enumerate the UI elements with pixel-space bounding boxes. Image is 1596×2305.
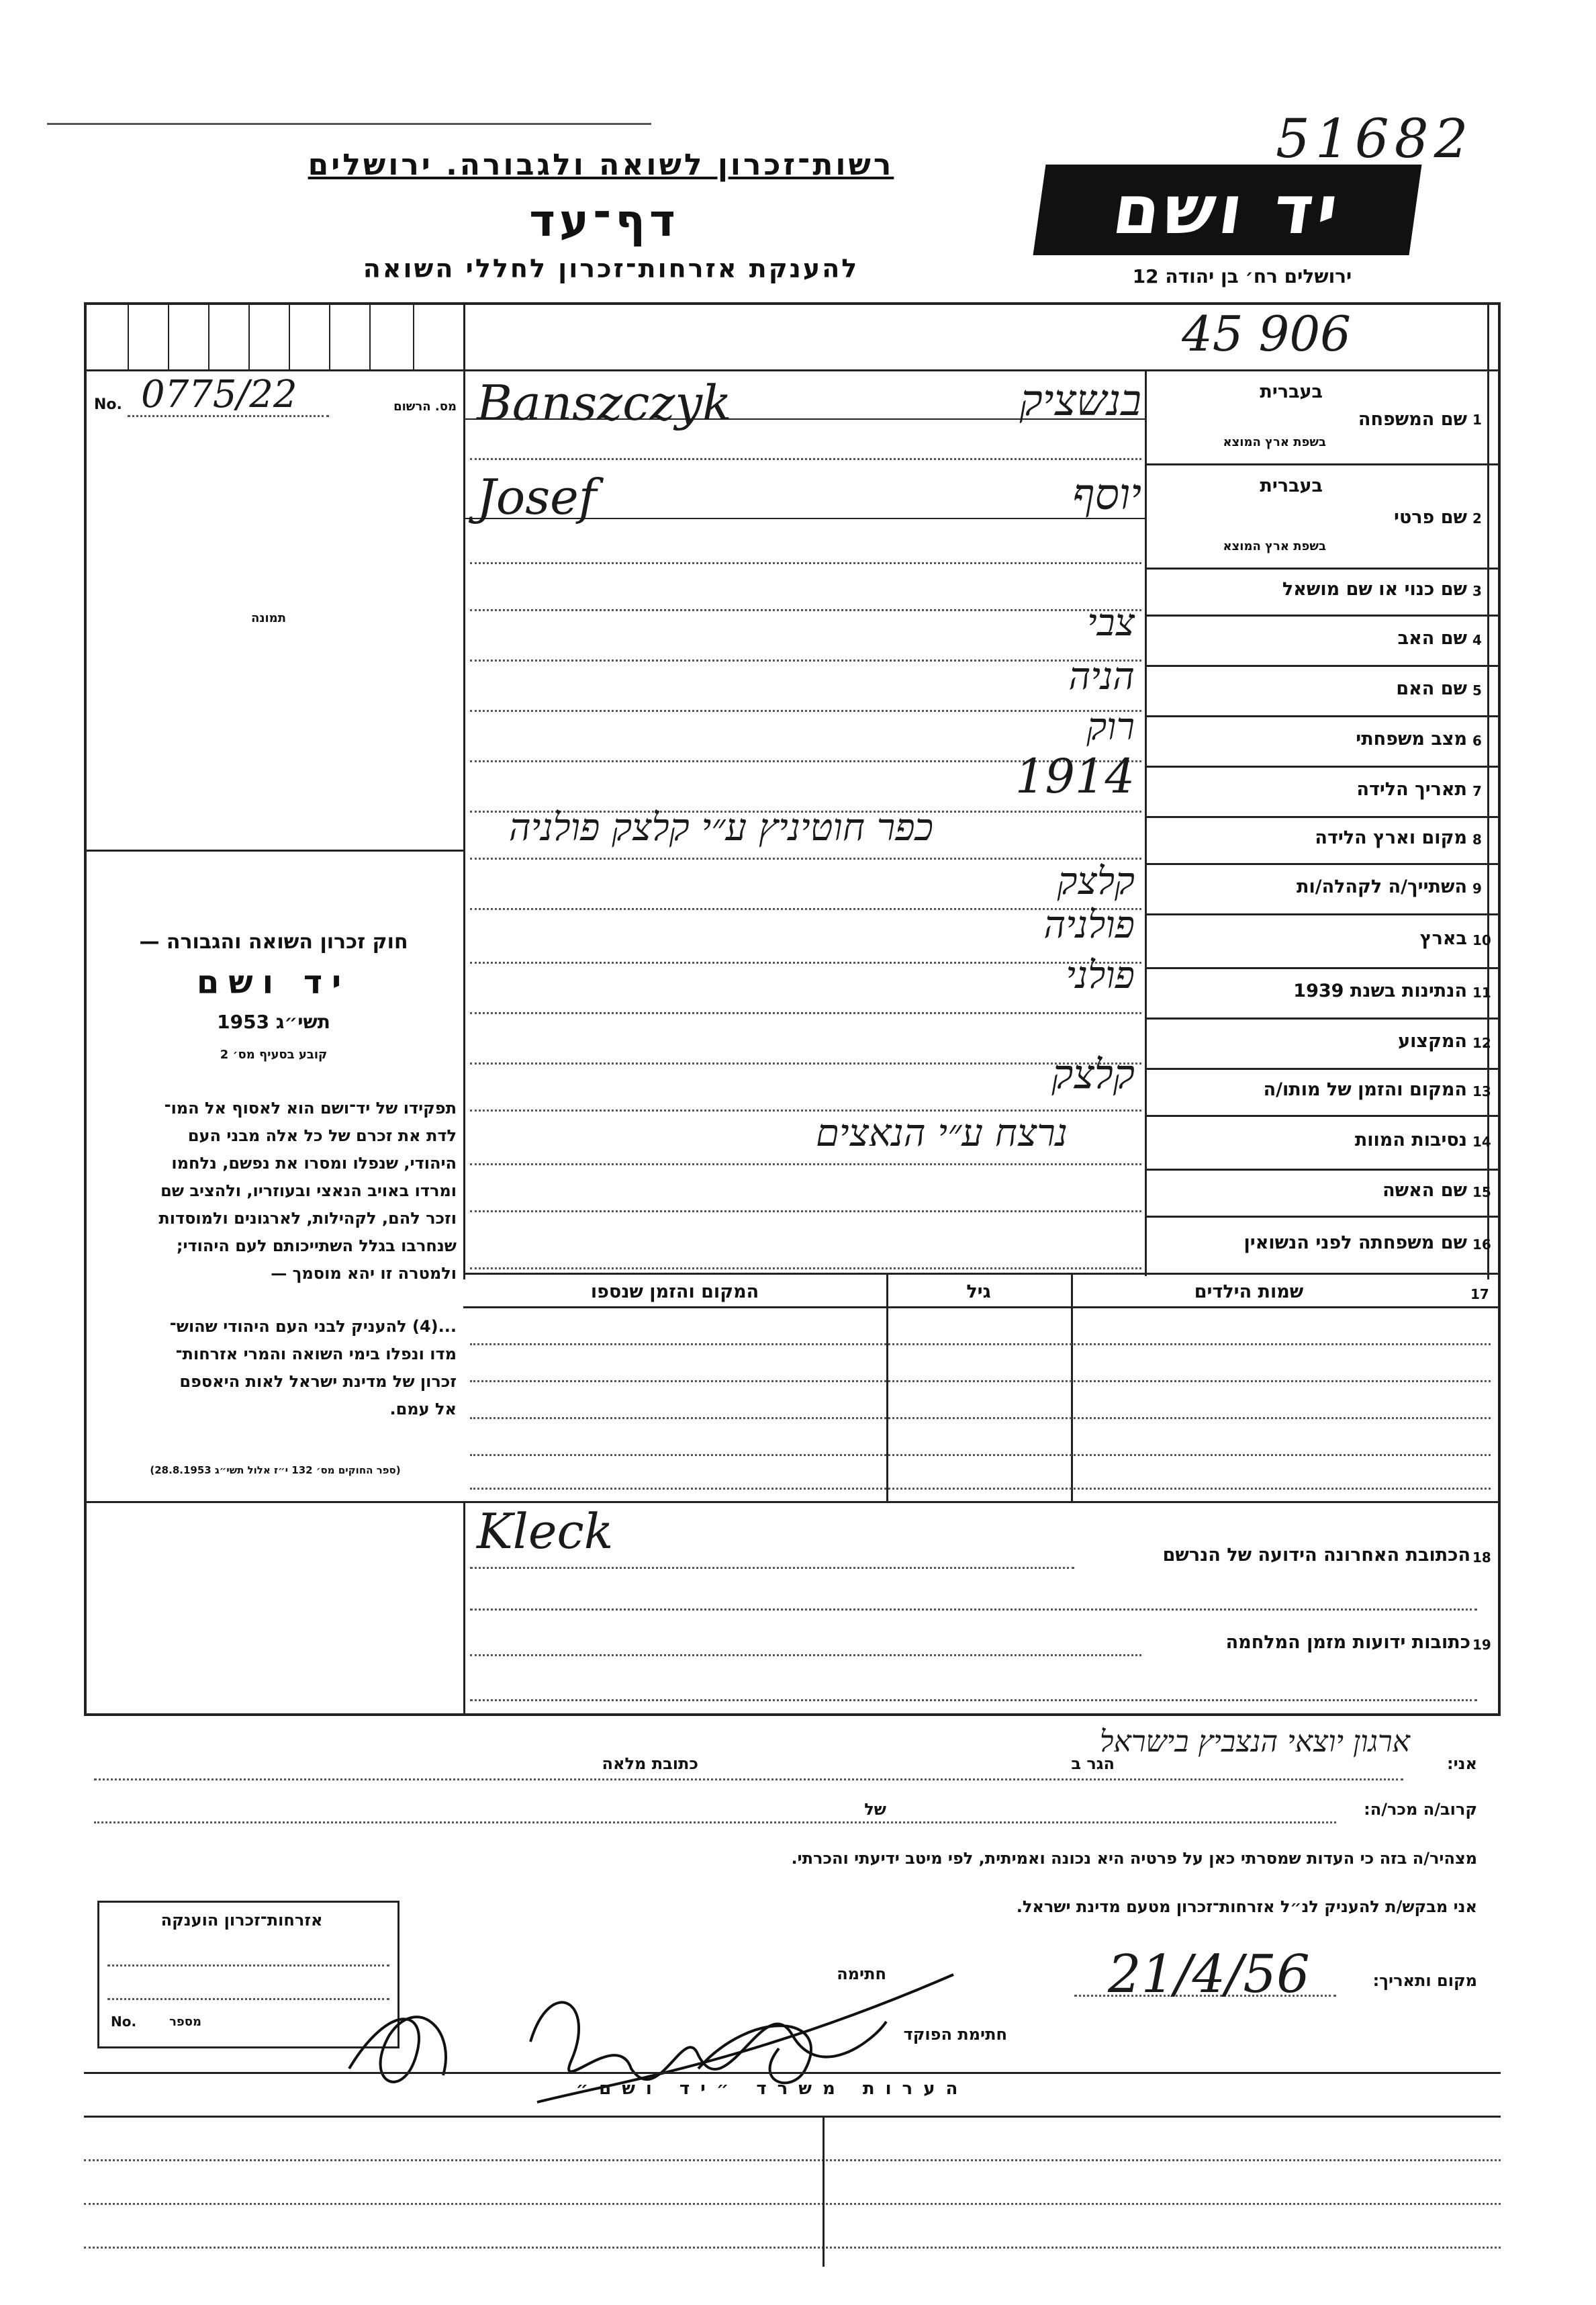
law-paragraph-1-line: ולמטרה זו יהא מוסמך — — [271, 1264, 457, 1283]
resident-label: הגר ב — [1071, 1754, 1115, 1773]
field-10-value: פולניה — [1043, 903, 1135, 947]
law-source: (ספר החוקים מס׳ 132 י״ז אלול תשי״ג 28.8.1953) — [150, 1464, 401, 1476]
handwritten-file-number: 51682 — [1276, 107, 1474, 170]
certificate-no-label: No. — [111, 2014, 137, 2030]
declaration-request: אני מבקש/ת להעניק לנ״ל אזרחות־זכרון מטעם מדינת ישראל. — [1016, 1897, 1477, 1916]
field-2-value-latin: Josef — [477, 469, 597, 525]
office-notes-label: הערות משרד ״יד ושם״ — [575, 2079, 969, 2099]
field-13-number: 13 — [1472, 1083, 1491, 1099]
field-1-label: שם המשפחה — [1358, 408, 1467, 430]
field-2-origin-label: בשפת ארץ המוצא — [1223, 539, 1326, 553]
authority-title: רשות־זכרון לשואה ולגבורה. ירושלים — [308, 148, 894, 182]
field-14-number: 14 — [1472, 1134, 1491, 1150]
field-19-label: כתובות ידועות מזמן המלחמה — [1225, 1632, 1470, 1653]
logo-address: ירושלים רח׳ בן יהודה 12 — [1132, 265, 1352, 287]
field-12-label: המקצוע — [1398, 1030, 1467, 1052]
field-2-value-hebrew: יוסף — [1072, 470, 1141, 520]
official-signature-label: חתימת הפוקד — [903, 2025, 1007, 2044]
sheet-subtitle: להענקת אזרחות־זכרון לחללי השואה — [363, 254, 859, 283]
field-4-label: שם האב — [1397, 627, 1467, 649]
full-address-label: כתובת מלאה — [602, 1754, 698, 1773]
field-6-value: רוק — [1086, 705, 1135, 749]
field-8-label: מקום וארץ הלידה — [1315, 827, 1467, 848]
declarant-label: אני: — [1446, 1754, 1477, 1773]
yad-vashem-logo — [1033, 165, 1422, 255]
law-name: יד ושם — [196, 964, 351, 1001]
children-col-place: המקום והזמן שנספו — [590, 1281, 759, 1302]
field-2-hebrew-label: בעברית — [1260, 476, 1323, 496]
field-2-number: 2 — [1472, 510, 1482, 527]
handwritten-id: 45 906 — [1182, 306, 1351, 362]
law-paragraph-2 — [94, 1313, 457, 1423]
field-5-label: שם האם — [1396, 678, 1467, 699]
photo-label: תמונה — [250, 611, 287, 625]
field-5-value: הניה — [1068, 655, 1135, 698]
sheet-title: דף־עד — [529, 195, 679, 246]
of-label: של — [864, 1800, 886, 1819]
field-10-label: בארץ — [1419, 928, 1467, 949]
law-paragraph-2-line: ...(4) להעניק לבני העם היהודי שהוש־ — [169, 1317, 457, 1336]
law-clause: קובע בסעיף מס׳ 2 — [220, 1048, 328, 1062]
field-11-value: פולני — [1066, 954, 1135, 997]
field-18-label: הכתובת האחרונה הידועה של הנרשם — [1162, 1545, 1470, 1566]
law-paragraph-2-line: זכרון של מדינת ישראל לאות היאספם — [179, 1372, 457, 1391]
field-19-number: 19 — [1472, 1637, 1491, 1653]
place-date-value: 21/4/56 — [1108, 1944, 1310, 2005]
law-paragraph-1-line: לדת את זכרם של כל אלה מבני העם — [187, 1126, 457, 1145]
field-6-number: 6 — [1472, 732, 1482, 749]
field-7-number: 7 — [1472, 782, 1482, 799]
field-1-origin-label: בשפת ארץ המוצא — [1223, 435, 1326, 449]
field-12-number: 12 — [1472, 1034, 1491, 1051]
field-5-number: 5 — [1472, 682, 1482, 698]
certificate-number-label: מספר — [169, 2015, 201, 2029]
field-8-number: 8 — [1472, 831, 1482, 848]
field-2-label: שם פרטי — [1394, 507, 1467, 529]
law-paragraph-1-line: היהודי, שנפלו ומסרו את נפשם, נלחמו — [171, 1154, 457, 1173]
field-14-label: נסיבות המוות — [1354, 1130, 1467, 1150]
place-date-label: מקום ותאריך: — [1372, 1971, 1477, 1990]
field-14-value: נרצח ע״י הנאצים — [815, 1112, 1068, 1155]
field-3-number: 3 — [1472, 583, 1482, 599]
field-18-number: 18 — [1472, 1549, 1491, 1566]
field-16-number: 16 — [1472, 1236, 1491, 1253]
law-title: חוק זכרון השואה והגבורה — — [139, 930, 408, 954]
field-9-value: קלצק — [1057, 860, 1135, 903]
field-9-number: 9 — [1472, 880, 1482, 897]
field-4-value: צבי — [1086, 601, 1135, 645]
declaration-statement: מצהיר/ה בזה כי העדות שמסרתי כאן על פרטיה היא נכונה ואמיתית, לפי מיטב ידיעתי והכרתי. — [791, 1849, 1477, 1868]
field-13-label: המקום והזמן של מותו/ה — [1263, 1079, 1467, 1100]
field-13-value: קלצק — [1051, 1051, 1135, 1098]
field-1-value-hebrew: בנשציק — [1019, 376, 1141, 426]
field-1-value-latin: Banszczyk — [477, 375, 732, 431]
relative-label: קרוב/ה מכר/ה: — [1364, 1800, 1477, 1819]
registration-number: 0775/22 — [141, 373, 297, 416]
registration-no-label: No. — [94, 396, 122, 413]
children-col-age: גיל — [966, 1281, 991, 1302]
field-7-label: תאריך הלידה — [1356, 778, 1467, 800]
last-address-value: Kleck — [477, 1503, 614, 1560]
field-9-label: השתייך/ה לקהלה/ות — [1297, 876, 1467, 897]
law-paragraph-1-line: וזכר להם, לקהילות, לארגונים ולמוסדות — [158, 1209, 457, 1228]
children-number: 17 — [1470, 1286, 1489, 1302]
certificate-title: אזרחות־זכרון הוענקה — [160, 1911, 323, 1930]
law-paragraph-1-line: ומרדו באויב הנאצי ובעוזריו, ולהציב שם — [160, 1181, 457, 1200]
field-8-value: כפר חוטיניץ ע״י קלצק פולניה — [508, 806, 933, 850]
field-10-number: 10 — [1472, 932, 1491, 948]
law-paragraph-1-line: תפקידו של יד־ושם הוא לאסוף אל המו־ — [164, 1099, 457, 1118]
field-11-label: הנתינות בשנת 1939 — [1293, 980, 1467, 1001]
field-7-value: 1914 — [1015, 749, 1135, 804]
law-paragraph-1-line: שנחרבו בגלל השתייכותם לעם היהודי; — [176, 1236, 457, 1255]
field-1-hebrew-label: בעברית — [1260, 381, 1323, 402]
registration-no-label-he: מס. הרשום — [393, 400, 457, 414]
field-1-number: 1 — [1472, 412, 1482, 428]
field-6-label: מצב משפחתי — [1356, 728, 1467, 750]
field-15-number: 15 — [1472, 1184, 1491, 1200]
signature-label: חתימה — [837, 1964, 886, 1983]
logo-text: יד ושם — [1108, 171, 1347, 249]
law-year: תשי״ג 1953 — [217, 1011, 330, 1033]
law-paragraph-1 — [94, 1095, 457, 1287]
field-16-label: שם משפחתה לפני הנשואין — [1243, 1232, 1467, 1253]
field-15-label: שם האשה — [1382, 1180, 1467, 1201]
declarant-value: ארגון יוצאי הנצביץ בישראל — [1099, 1725, 1410, 1759]
law-paragraph-2-line: מדו ונפלו בימי השואה והמרי אזרחות־ — [175, 1345, 457, 1363]
children-col-names: שמות הילדים — [1194, 1281, 1304, 1302]
header-rule — [47, 123, 651, 125]
law-paragraph-2-line: אל עמם. — [389, 1400, 457, 1418]
field-3-label: שם כנוי או שם מושאל — [1282, 579, 1467, 600]
field-11-number: 11 — [1472, 984, 1491, 1001]
field-4-number: 4 — [1472, 631, 1482, 648]
